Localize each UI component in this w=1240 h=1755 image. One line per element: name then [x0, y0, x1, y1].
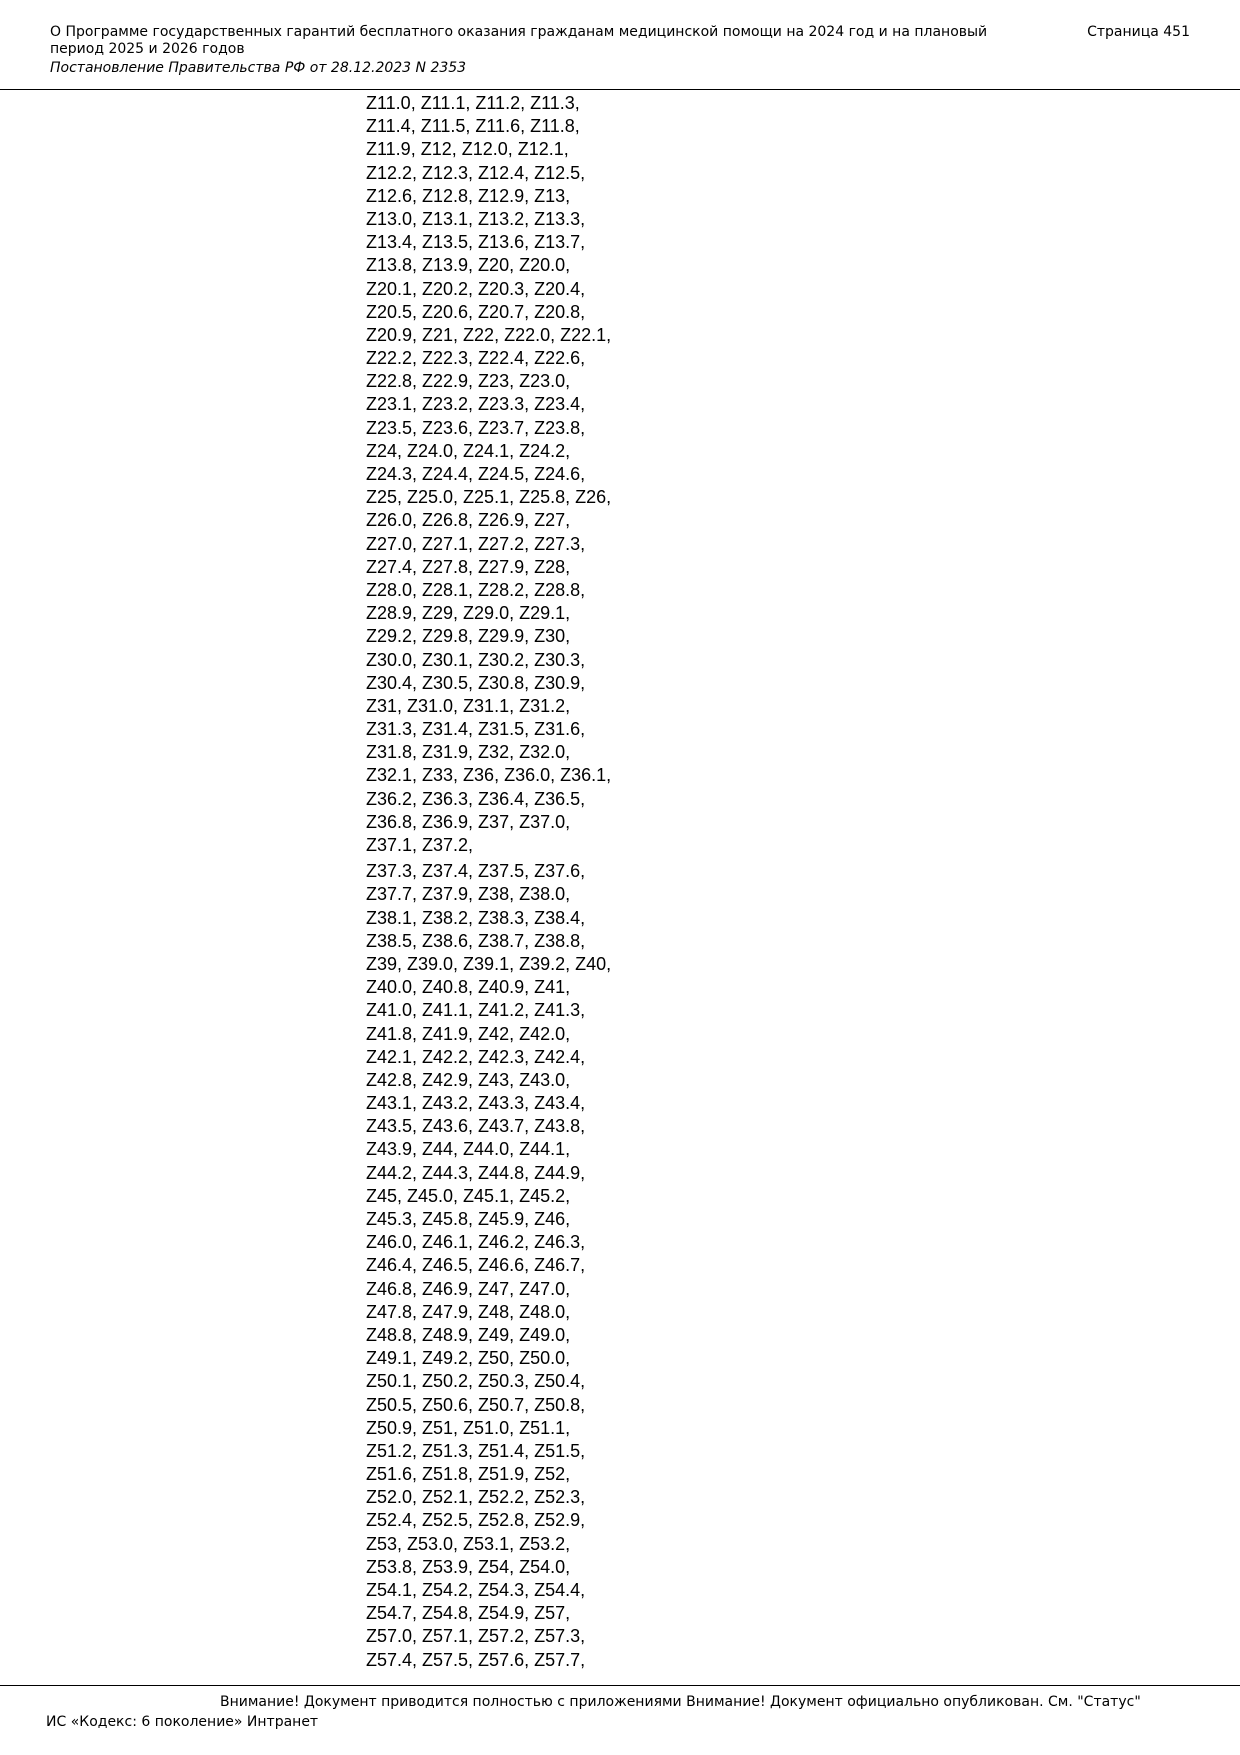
code-line: Z46.0, Z46.1, Z46.2, Z46.3,	[366, 1232, 586, 1253]
code-line: Z27.4, Z27.8, Z27.9, Z28,	[366, 556, 571, 577]
code-line: Z47.8, Z47.9, Z48, Z48.0,	[366, 1301, 571, 1322]
code-line: Z41.0, Z41.1, Z41.2, Z41.3,	[366, 1000, 586, 1021]
code-line: Z11.4, Z11.5, Z11.6, Z11.8,	[366, 116, 580, 137]
code-line: Z22.2, Z22.3, Z22.4, Z22.6,	[366, 348, 586, 369]
code-line: Z32.1, Z33, Z36, Z36.0, Z36.1,	[366, 765, 612, 786]
code-line: Z38.1, Z38.2, Z38.3, Z38.4,	[366, 907, 586, 928]
code-line: Z23.5, Z23.6, Z23.7, Z23.8,	[366, 417, 586, 438]
code-line: Z23.1, Z23.2, Z23.3, Z23.4,	[366, 394, 586, 415]
code-line: Z11.9, Z12, Z12.0, Z12.1,	[366, 139, 569, 160]
code-line: Z20.5, Z20.6, Z20.7, Z20.8,	[366, 301, 586, 322]
code-line: Z27.0, Z27.1, Z27.2, Z27.3,	[366, 533, 586, 554]
code-line: Z24.3, Z24.4, Z24.5, Z24.6,	[366, 464, 586, 484]
code-line: Z57.0, Z57.1, Z57.2, Z57.3,	[366, 1626, 586, 1647]
code-line: Z53, Z53.0, Z53.1, Z53.2,	[366, 1533, 571, 1554]
code-line: Z40.0, Z40.8, Z40.9, Z41,	[366, 977, 571, 998]
code-line: Z53.8, Z53.9, Z54, Z54.0,	[366, 1556, 571, 1577]
code-line: Z28.9, Z29, Z29.0, Z29.1,	[366, 603, 571, 624]
code-line: Z11.0, Z11.1, Z11.2, Z11.3,	[366, 93, 580, 113]
code-line: Z45, Z45.0, Z45.1, Z45.2,	[366, 1185, 571, 1206]
code-line: Z49.1, Z49.2, Z50, Z50.0,	[366, 1348, 571, 1369]
code-line: Z52.0, Z52.1, Z52.2, Z52.3,	[366, 1487, 586, 1508]
code-line: Z36.8, Z36.9, Z37, Z37.0,	[366, 811, 571, 832]
code-line: Z28.0, Z28.1, Z28.2, Z28.8,	[366, 579, 586, 600]
code-line: Z45.3, Z45.8, Z45.9, Z46,	[366, 1209, 571, 1229]
code-line: Z31.3, Z31.4, Z31.5, Z31.6,	[366, 719, 586, 740]
code-line: Z36.2, Z36.3, Z36.4, Z36.5,	[366, 788, 586, 809]
code-line: Z44.2, Z44.3, Z44.8, Z44.9,	[366, 1162, 586, 1183]
code-line: Z38.5, Z38.6, Z38.7, Z38.8,	[366, 930, 586, 951]
code-line: Z13.0, Z13.1, Z13.2, Z13.3,	[366, 208, 586, 229]
code-line: Z13.4, Z13.5, Z13.6, Z13.7,	[366, 232, 586, 253]
code-line: Z50.1, Z50.2, Z50.3, Z50.4,	[366, 1371, 586, 1392]
document-title: О Программе государственных гарантий бесплатного оказания гражданам медицинской помощи на 2024 год и на плановый период 2025 и 2026 годов	[50, 24, 988, 57]
code-line: Z25, Z25.0, Z25.1, Z25.8, Z26,	[366, 487, 612, 508]
code-line: Z48.8, Z48.9, Z49, Z49.0,	[366, 1324, 571, 1345]
code-line: Z37.1, Z37.2,	[366, 835, 474, 855]
document-subtitle: Постановление Правительства РФ от 28.12.2023 N 2353	[50, 60, 467, 76]
code-line: Z30.0, Z30.1, Z30.2, Z30.3,	[366, 649, 586, 670]
code-line: Z37.3, Z37.4, Z37.5, Z37.6,	[366, 861, 586, 882]
footer-divider	[0, 1685, 1240, 1686]
code-line: Z31.8, Z31.9, Z32, Z32.0,	[366, 742, 571, 763]
code-line: Z52.4, Z52.5, Z52.8, Z52.9,	[366, 1510, 586, 1531]
header-divider	[0, 89, 1240, 90]
code-line: Z30.4, Z30.5, Z30.8, Z30.9,	[366, 672, 586, 693]
code-line: Z29.2, Z29.8, Z29.9, Z30,	[366, 626, 571, 647]
code-line: Z43.5, Z43.6, Z43.7, Z43.8,	[366, 1116, 586, 1137]
code-line: Z12.2, Z12.3, Z12.4, Z12.5,	[366, 162, 586, 183]
code-line: Z51.6, Z51.8, Z51.9, Z52,	[366, 1464, 571, 1485]
code-line: Z46.8, Z46.9, Z47, Z47.0,	[366, 1278, 571, 1299]
code-line: Z43.1, Z43.2, Z43.3, Z43.4,	[366, 1093, 586, 1114]
code-line: Z50.9, Z51, Z51.0, Z51.1,	[366, 1417, 571, 1438]
code-line: Z39, Z39.0, Z39.1, Z39.2, Z40,	[366, 953, 612, 974]
code-line: Z54.1, Z54.2, Z54.3, Z54.4,	[366, 1580, 586, 1600]
code-line: Z51.2, Z51.3, Z51.4, Z51.5,	[366, 1440, 586, 1461]
code-line: Z24, Z24.0, Z24.1, Z24.2,	[366, 440, 571, 461]
code-line: Z37.7, Z37.9, Z38, Z38.0,	[366, 884, 571, 905]
code-line: Z42.1, Z42.2, Z42.3, Z42.4,	[366, 1046, 586, 1067]
code-line: Z13.8, Z13.9, Z20, Z20.0,	[366, 255, 571, 276]
code-line: Z41.8, Z41.9, Z42, Z42.0,	[366, 1023, 571, 1044]
code-line: Z43.9, Z44, Z44.0, Z44.1,	[366, 1139, 571, 1160]
code-line: Z22.8, Z22.9, Z23, Z23.0,	[366, 371, 571, 392]
code-line: Z46.4, Z46.5, Z46.6, Z46.7,	[366, 1255, 586, 1276]
footer-system-name: ИС «Кодекс: 6 поколение» Интранет	[46, 1714, 319, 1730]
code-line: Z50.5, Z50.6, Z50.7, Z50.8,	[366, 1394, 586, 1415]
code-line: Z20.1, Z20.2, Z20.3, Z20.4,	[366, 278, 586, 299]
code-line: Z57.4, Z57.5, Z57.6, Z57.7,	[366, 1649, 586, 1670]
footer-notice: Внимание! Документ приводится полностью с приложениями Внимание! Документ официально опубликован. См. "Статус"	[220, 1694, 1141, 1710]
code-line: Z54.7, Z54.8, Z54.9, Z57,	[366, 1603, 571, 1624]
code-line: Z20.9, Z21, Z22, Z22.0, Z22.1,	[366, 324, 612, 345]
code-line: Z31, Z31.0, Z31.1, Z31.2,	[366, 695, 571, 716]
page-number: Страница 451	[1087, 24, 1190, 40]
code-line: Z26.0, Z26.8, Z26.9, Z27,	[366, 510, 571, 531]
page-header	[50, 24, 1190, 88]
diagnosis-code-list	[366, 92, 611, 1672]
code-line: Z12.6, Z12.8, Z12.9, Z13,	[366, 185, 571, 206]
code-line: Z42.8, Z42.9, Z43, Z43.0,	[366, 1069, 571, 1090]
